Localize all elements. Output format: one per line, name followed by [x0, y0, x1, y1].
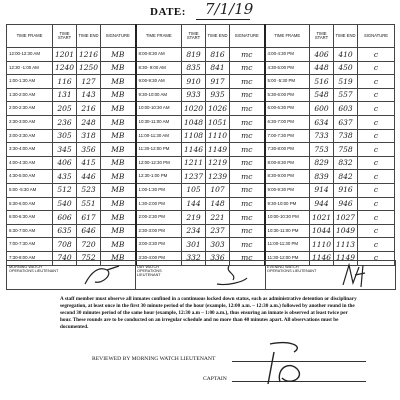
time-start-cell: 1237	[182, 170, 206, 184]
time-frame-cell: 6:30-7:00 AM	[7, 224, 53, 238]
time-frame-cell: 7:30-8:00 PM	[265, 143, 310, 157]
date-value: 7/1/19	[205, 0, 254, 18]
time-end-cell: 519	[334, 75, 358, 89]
time-end-cell: 356	[77, 143, 101, 157]
time-frame-cell: 4:00-4:30 AM	[7, 156, 53, 170]
table-row	[7, 129, 395, 143]
time-end-cell: 336	[206, 251, 230, 265]
signature-cell: MB	[101, 88, 136, 102]
time-frame-cell: 2:00-2:30 PM	[136, 211, 182, 225]
time-end-cell: 237	[206, 224, 230, 238]
lieutenant-signature-strip	[6, 260, 396, 290]
time-end-cell: 415	[77, 156, 101, 170]
time-frame-cell: 7:00-7:30 AM	[7, 238, 53, 252]
time-start-cell: 835	[182, 61, 206, 75]
table-row	[7, 183, 395, 197]
time-start-cell: 301	[182, 238, 206, 252]
time-start-cell: 1044	[310, 224, 334, 238]
signature-cell: c	[358, 211, 395, 225]
time-start-cell: 144	[182, 197, 206, 211]
signature-cell: mc	[230, 75, 265, 89]
table-row	[7, 61, 395, 75]
signature-cell: MB	[101, 224, 136, 238]
signature-cell: mc	[230, 61, 265, 75]
time-frame-cell: 11:00-11:30 AM	[136, 129, 182, 143]
time-end-cell: 1239	[206, 170, 230, 184]
time-start-cell: 635	[53, 224, 77, 238]
time-end-cell: 758	[334, 143, 358, 157]
evening-watch-label: EVENING WATCH OPERATIONS LIEUTENANT	[267, 265, 317, 274]
signature-cell: MB	[101, 129, 136, 143]
signature-cell: c	[358, 88, 395, 102]
table-row	[7, 238, 395, 252]
signature-cell: c	[358, 75, 395, 89]
time-start-cell: 1108	[182, 129, 206, 143]
time-end-cell: 617	[77, 211, 101, 225]
signature-cell: mc	[230, 224, 265, 238]
time-frame-cell: 1:00-1:30 AM	[7, 75, 53, 89]
header-row	[7, 25, 395, 48]
time-frame-cell: 6:30-7:00 PM	[265, 115, 310, 129]
time-frame-cell: 4:30-5:00 PM	[265, 61, 310, 75]
time-start-cell: 708	[53, 238, 77, 252]
time-frame-cell: 11:30-12:00 PM	[265, 251, 310, 265]
time-frame-cell: 2:30-3:00 PM	[136, 224, 182, 238]
signature-cell: MB	[101, 102, 136, 116]
time-end-cell: 107	[206, 183, 230, 197]
signature-cell: MB	[101, 48, 136, 62]
time-start-cell: 829	[310, 156, 334, 170]
signature-cell: MB	[101, 251, 136, 265]
col-header: TIME FRAME	[136, 25, 182, 48]
time-frame-cell: 9:30-10:00 AM	[136, 88, 182, 102]
time-start-cell: 1240	[53, 61, 77, 75]
time-end-cell: 216	[77, 102, 101, 116]
time-start-cell: 105	[182, 183, 206, 197]
signature-cell: c	[358, 61, 395, 75]
time-frame-cell: 3:30-4:00 AM	[7, 143, 53, 157]
time-end-cell: 738	[334, 129, 358, 143]
time-frame-cell: 7:00-7:30 PM	[265, 129, 310, 143]
date-label: DATE:	[150, 6, 186, 18]
time-frame-cell: 7:30-8:00 AM	[7, 251, 53, 265]
col-header: TIME END	[206, 25, 230, 48]
time-frame-cell: 5:30-6:00 AM	[7, 197, 53, 211]
time-end-cell: 816	[206, 48, 230, 62]
time-frame-cell: 9:30-10:00 PM	[265, 197, 310, 211]
signature-cell: c	[358, 251, 395, 265]
signature-cell: mc	[230, 197, 265, 211]
time-start-cell: 733	[310, 129, 334, 143]
time-start-cell: 1021	[310, 211, 334, 225]
signature-cell: c	[358, 224, 395, 238]
col-header: TIME START	[53, 25, 77, 48]
time-start-cell: 606	[53, 211, 77, 225]
evening-watch-cell	[265, 261, 395, 289]
time-start-cell: 205	[53, 102, 77, 116]
col-header: TIME FRAME	[265, 25, 310, 48]
time-end-cell: 1149	[334, 251, 358, 265]
time-frame-cell: 11:30-12:00 PM	[136, 143, 182, 157]
evening-lieutenant-signature	[335, 261, 375, 289]
time-frame-cell: 2:30-3:00 AM	[7, 115, 53, 129]
time-start-cell: 1146	[182, 143, 206, 157]
day-watch-cell	[135, 261, 266, 289]
table-row	[7, 143, 395, 157]
signature-cell: c	[358, 197, 395, 211]
time-end-cell: 752	[77, 251, 101, 265]
time-frame-cell: 8:30-9:00 PM	[265, 170, 310, 184]
time-end-cell: 1216	[77, 48, 101, 62]
time-frame-cell: 5:00 -5:30 AM	[7, 183, 53, 197]
time-frame-cell: 6:00-6:30 PM	[265, 102, 310, 116]
table-row	[7, 88, 395, 102]
time-start-cell: 819	[182, 48, 206, 62]
date-underline	[196, 19, 250, 20]
time-end-cell: 450	[334, 61, 358, 75]
table-row	[7, 197, 395, 211]
time-end-cell: 646	[77, 224, 101, 238]
time-start-cell: 1020	[182, 102, 206, 116]
table-row	[7, 102, 395, 116]
time-start-cell: 540	[53, 197, 77, 211]
time-start-cell: 116	[53, 75, 77, 89]
table-row	[7, 224, 395, 238]
time-end-cell: 1250	[77, 61, 101, 75]
morning-lieutenant-signature	[77, 262, 127, 288]
time-start-cell: 516	[310, 75, 334, 89]
signature-cell: mc	[230, 102, 265, 116]
time-end-cell: 248	[77, 115, 101, 129]
time-end-cell: 841	[206, 61, 230, 75]
time-start-cell: 305	[53, 129, 77, 143]
time-frame-cell: 12:30-1:00 PM	[136, 170, 182, 184]
time-frame-cell: 9:00-9:30 PM	[265, 183, 310, 197]
signature-cell: MB	[101, 143, 136, 157]
signature-cell: mc	[230, 183, 265, 197]
signature-cell: mc	[230, 211, 265, 225]
col-header: TIME FRAME	[7, 25, 53, 48]
signature-cell: mc	[230, 115, 265, 129]
day-watch-label: DAY WATCH OPERATIONS LIEUTENANT	[137, 265, 162, 278]
signature-cell: c	[358, 129, 395, 143]
time-frame-cell: 8:00-8:30 AM	[136, 48, 182, 62]
time-end-cell: 842	[334, 170, 358, 184]
signature-cell: mc	[230, 170, 265, 184]
time-start-cell: 435	[53, 170, 77, 184]
time-start-cell: 933	[182, 88, 206, 102]
time-end-cell: 946	[334, 197, 358, 211]
signature-cell: MB	[101, 61, 136, 75]
time-frame-cell: 3:00-3:30 PM	[136, 238, 182, 252]
time-frame-cell: 1:30-2:00 PM	[136, 197, 182, 211]
time-frame-cell: 1:00-1:30 PM	[136, 183, 182, 197]
col-header: TIME START	[182, 25, 206, 48]
time-start-cell: 345	[53, 143, 77, 157]
time-frame-cell: 10:30-11:00 PM	[265, 224, 310, 238]
time-start-cell: 1048	[182, 115, 206, 129]
time-frame-cell: 10:30-11:00 AM	[136, 115, 182, 129]
time-end-cell: 446	[77, 170, 101, 184]
signature-cell: mc	[230, 238, 265, 252]
col-header: TIME END	[77, 25, 101, 48]
table-row	[7, 48, 395, 62]
time-end-cell: 1113	[334, 238, 358, 252]
table-row	[7, 115, 395, 129]
time-end-cell: 303	[206, 238, 230, 252]
time-frame-cell: 10:00-10:30 AM	[136, 102, 182, 116]
time-end-cell: 143	[77, 88, 101, 102]
time-start-cell: 512	[53, 183, 77, 197]
signature-cell: mc	[230, 129, 265, 143]
time-frame-cell: 4:00-4:30 PM	[265, 48, 310, 62]
time-start-cell: 406	[310, 48, 334, 62]
time-frame-cell: 2:00-2:30 AM	[7, 102, 53, 116]
time-start-cell: 131	[53, 88, 77, 102]
time-end-cell: 127	[77, 75, 101, 89]
signature-cell: c	[358, 115, 395, 129]
time-start-cell: 406	[53, 156, 77, 170]
time-start-cell: 236	[53, 115, 77, 129]
signature-cell: MB	[101, 115, 136, 129]
time-end-cell: 1026	[206, 102, 230, 116]
time-start-cell: 910	[182, 75, 206, 89]
time-start-cell: 1201	[53, 48, 77, 62]
time-start-cell: 914	[310, 183, 334, 197]
time-start-cell: 548	[310, 88, 334, 102]
table-row	[7, 75, 395, 89]
time-end-cell: 221	[206, 211, 230, 225]
table-row	[7, 211, 395, 225]
captain-label: CAPTAIN	[203, 376, 227, 382]
time-frame-cell: 5:00 -5:30 PM	[265, 75, 310, 89]
col-header: SIGNATURE	[358, 25, 395, 48]
time-frame-cell: 9:00-9:30 AM	[136, 75, 182, 89]
time-start-cell: 234	[182, 224, 206, 238]
time-frame-cell: 11:00-11:30 PM	[265, 238, 310, 252]
signature-cell: mc	[230, 88, 265, 102]
time-end-cell: 1049	[334, 224, 358, 238]
col-header: SIGNATURE	[101, 25, 136, 48]
time-end-cell: 551	[77, 197, 101, 211]
reviewed-by-label: REVIEWED BY MORNING WATCH LIEUTENANT	[92, 356, 216, 362]
signature-cell: MB	[101, 211, 136, 225]
signature-cell: c	[358, 238, 395, 252]
time-start-cell: 839	[310, 170, 334, 184]
signature-cell: mc	[230, 48, 265, 62]
time-end-cell: 720	[77, 238, 101, 252]
time-start-cell: 600	[310, 102, 334, 116]
day-lieutenant-signature	[207, 262, 257, 288]
time-start-cell: 332	[182, 251, 206, 265]
time-end-cell: 410	[334, 48, 358, 62]
signature-cell: c	[358, 170, 395, 184]
time-start-cell: 1110	[310, 238, 334, 252]
signature-cell: c	[358, 143, 395, 157]
signature-cell: mc	[230, 143, 265, 157]
time-end-cell: 1027	[334, 211, 358, 225]
time-frame-cell: 3:00-3:30 AM	[7, 129, 53, 143]
time-end-cell: 557	[334, 88, 358, 102]
time-start-cell: 448	[310, 61, 334, 75]
time-end-cell: 523	[77, 183, 101, 197]
time-frame-cell: 12:00-12:30 AM	[7, 48, 53, 62]
morning-watch-cell	[7, 261, 136, 289]
time-frame-cell: 5:30-6:00 PM	[265, 88, 310, 102]
time-frame-cell: 12:00-12:30 PM	[136, 156, 182, 170]
signature-cell: c	[358, 183, 395, 197]
signature-cell: MB	[101, 156, 136, 170]
time-frame-cell: 8:00-8:30 PM	[265, 156, 310, 170]
col-header: TIME START	[310, 25, 334, 48]
captain-signature	[250, 338, 320, 388]
signature-cell: MB	[101, 75, 136, 89]
table-row	[7, 170, 395, 184]
morning-watch-label: MORNING WATCH OPERATIONS LIEUTENANT	[9, 265, 59, 274]
signature-cell: mc	[230, 156, 265, 170]
time-end-cell: 148	[206, 197, 230, 211]
time-end-cell: 1149	[206, 143, 230, 157]
signature-cell: c	[358, 156, 395, 170]
time-start-cell: 1211	[182, 156, 206, 170]
time-start-cell: 740	[53, 251, 77, 265]
signature-cell: MB	[101, 197, 136, 211]
time-start-cell: 634	[310, 115, 334, 129]
time-frame-cell: 12:30 -1:00 AM	[7, 61, 53, 75]
signature-cell: c	[358, 102, 395, 116]
col-header: SIGNATURE	[230, 25, 265, 48]
signature-cell: mc	[230, 251, 265, 265]
time-end-cell: 1051	[206, 115, 230, 129]
observation-policy-notice: A staff member must observe all inmates confined in a continuous locked down status, such as administrative detention or disciplinary segregation, at least once in the first 30 minute period of the hour (example, 12:00 a.m. – 12:30 a.m.) followed by another round in the second 30 minutes period of the same hour (example, 12:30 a.m – 1:00 a.m.), thus ensuring an inmate is observed at least twice per hour. These rounds are to be conducted on an irregular schedule and no more than 40 minutes apart. All observations must be documented.	[60, 296, 357, 331]
time-end-cell: 917	[206, 75, 230, 89]
time-start-cell: 219	[182, 211, 206, 225]
signature-cell: MB	[101, 170, 136, 184]
table-row	[7, 156, 395, 170]
signature-cell: c	[358, 48, 395, 62]
time-end-cell: 318	[77, 129, 101, 143]
time-end-cell: 916	[334, 183, 358, 197]
time-frame-cell: 10:00-10:30 PM	[265, 211, 310, 225]
time-end-cell: 832	[334, 156, 358, 170]
time-end-cell: 1219	[206, 156, 230, 170]
time-start-cell: 944	[310, 197, 334, 211]
time-frame-cell: 3:30-4:00 PM	[136, 251, 182, 265]
col-header: TIME END	[334, 25, 358, 48]
time-start-cell: 753	[310, 143, 334, 157]
time-frame-cell: 4:30-5:00 AM	[7, 170, 53, 184]
time-frame-cell: 8:30- 9:00 AM	[136, 61, 182, 75]
time-end-cell: 935	[206, 88, 230, 102]
watch-log-table	[6, 24, 395, 266]
time-end-cell: 637	[334, 115, 358, 129]
time-start-cell: 1146	[310, 251, 334, 265]
time-end-cell: 603	[334, 102, 358, 116]
time-end-cell: 1110	[206, 129, 230, 143]
time-frame-cell: 1:30-2:00 AM	[7, 88, 53, 102]
time-frame-cell: 6:00-6:30 AM	[7, 211, 53, 225]
signature-cell: MB	[101, 183, 136, 197]
signature-cell: MB	[101, 238, 136, 252]
